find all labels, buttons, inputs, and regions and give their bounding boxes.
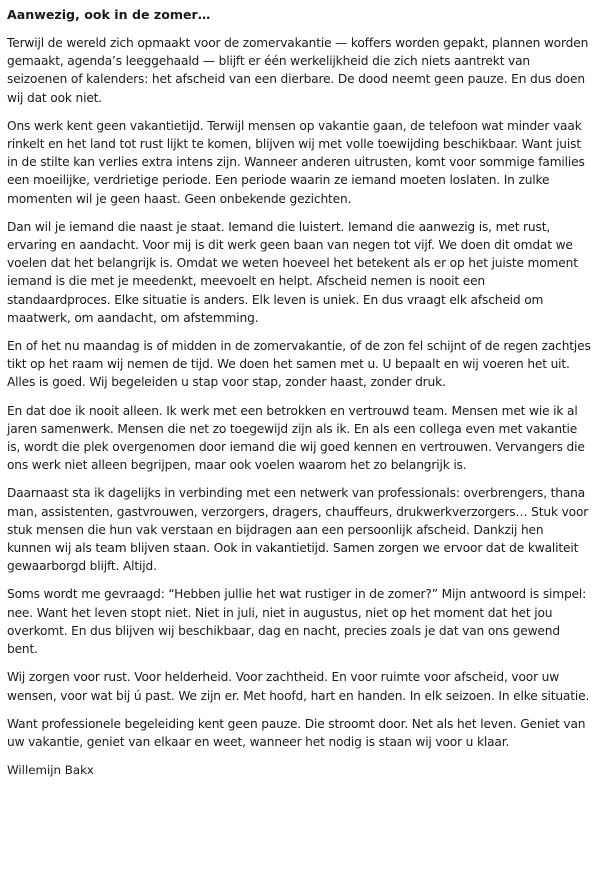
- paragraph-6: Daarnaast sta ik dagelijks in verbinding met een netwerk van professionals: overbrengers, thana man, assistenten, gastvrouwen, verzorgers, dragers, chauffeurs, drukwerkverzorgers… Stuk voor stuk mensen die hun vak verstaan en bijdragen aan een persoonlijk afscheid. Dankzij hen kunnen wij als team blijven staan. Ook in vakantietijd. Samen zorgen we ervoor dat de kwaliteit gewaarborgd blijft. Altijd.: [7, 486, 589, 574]
- paragraph-7: Soms wordt me gevraagd: “Hebben jullie het wat rustiger in de zomer?” Mijn antwoord is simpel: nee. Want het leven stopt niet. Niet in juli, niet in augustus, niet op het moment dat het jou overkomt. En dus blijven wij beschikbaar, dag en nacht, precies zoals je dat van ons gewend bent.: [7, 587, 587, 657]
- paragraph-1: Terwijl de wereld zich opmaakt voor de zomervakantie — koffers worden gepakt, plannen worden gemaakt, agenda’s leeggehaald — blijft er één werkelijkheid die zich niets aantrekt van seizoenen of kalenders: het afscheid van een dierbare. De dood neemt geen pauze. En dus doen wij dat ook niet.: [7, 36, 589, 105]
- paragraph-8: Wij zorgen voor rust. Voor helderheid. Voor zachtheid. En voor ruimte voor afscheid, voor uw wensen, voor wat bij ú past. We zijn er. Met hoofd, hart en handen. In elk seizoen. In elke situatie.: [7, 670, 590, 703]
- document-title: Aanwezig, ook in de zomer…: [7, 7, 211, 22]
- signature: Willemijn Bakx: [7, 763, 94, 778]
- document: [7, 6, 591, 779]
- paragraph-2: Ons werk kent geen vakantietijd. Terwijl mensen op vakantie gaan, de telefoon wat minder vaak rinkelt en het land tot rust lijkt te komen, blijven wij met volle toewijding beschikbaar. Want juist in de stilte kan verlies extra intens zijn. Wanneer anderen uitrusten, komt voor sommige families een moeilijke, verdrietige periode. Een periode waarin ze iemand moeten loslaten. In zulke momenten wil je geen haast. Geen onbekende gezichten.: [7, 118, 585, 206]
- paragraph-3: Dan wil je iemand die naast je staat. Iemand die luistert. Iemand die aanwezig is, met rust, ervaring en aandacht. Voor mij is dit werk geen baan van negen tot vijf. We doen dit omdat we voelen dat het belangrijk is. Omdat we weten hoeveel het betekent als er op het juiste moment iemand is die met je meedenkt, meevoelt en helpt. Afscheid nemen is nooit een standaardproces. Elke situatie is anders. Elk leven is uniek. En dus vraagt elk afscheid om maatwerk, om aandacht, om afstemming.: [7, 219, 578, 325]
- paragraph-4: En of het nu maandag is of midden in de zomervakantie, of de zon fel schijnt of de regen zachtjes tikt op het raam wij nemen de tijd. We doen het samen met u. U bepaalt en wij voeren het uit. Alles is goed. Wij begeleiden u stap voor stap, zonder haast, zonder druk.: [7, 339, 591, 390]
- paragraph-5: En dat doe ik nooit alleen. Ik werk met een betrokken en vertrouwd team. Mensen met wie ik al jaren samenwerk. Mensen die net zo toegewijd zijn als ik. En als een collega even met vakantie is, wordt die plek overgenomen door iemand die wij goed kennen en vertrouwen. Vervangers die ons werk niet alleen begrijpen, maar ook voelen waarom het zo belangrijk is.: [7, 403, 585, 473]
- paragraph-9: Want professionele begeleiding kent geen pauze. Die stroomt door. Net als het leven. Geniet van uw vakantie, geniet van elkaar en weet, wanneer het nodig is staan wij voor u klaar.: [7, 716, 586, 749]
